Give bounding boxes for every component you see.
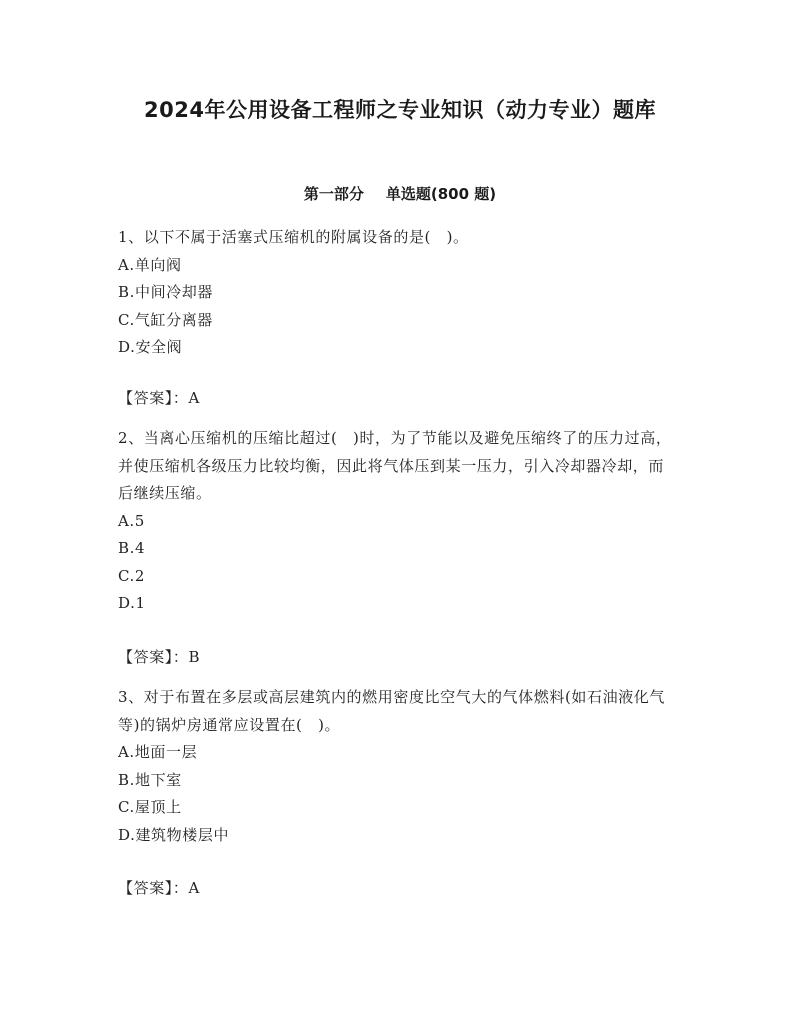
question-2: [118, 425, 678, 618]
answer-value: ：B: [172, 648, 201, 666]
option-b: B.地下室: [118, 770, 182, 789]
answer-label: 【答案】: [118, 648, 173, 666]
question-3: [118, 684, 678, 849]
document-title: 2024年公用设备工程师之专业知识（动力专业）题库: [144, 98, 656, 122]
answer-value: ：A: [172, 879, 200, 897]
question-stem: 1、以下不属于活塞式压缩机的附属设备的是( )。: [118, 228, 469, 246]
option-a: A.5: [118, 511, 145, 530]
answer-2: [118, 644, 678, 672]
section-heading: [0, 182, 800, 206]
answer-label: 【答案】: [118, 389, 173, 407]
section-part-label: 第一部分: [303, 185, 364, 203]
option-d: D.建筑物楼层中: [118, 825, 230, 844]
answer-label: 【答案】: [118, 879, 173, 897]
answer-1: [118, 385, 678, 413]
option-b: B.中间冷却器: [118, 283, 213, 301]
option-d: D.1: [118, 594, 146, 612]
option-a: A.地面一层: [118, 743, 198, 761]
question-stem: 3、对于布置在多层或高层建筑内的燃用密度比空气大的气体燃料(如石油液化气等)的锅炉房通常应设置在( )。: [118, 688, 665, 734]
answer-3: [118, 875, 678, 903]
option-c: C.屋顶上: [118, 798, 182, 816]
option-d: D.安全阀: [118, 338, 183, 356]
option-c: C.2: [118, 566, 146, 585]
option-c: C.气缸分离器: [118, 310, 213, 329]
question-stem: 2、当离心压缩机的压缩比超过( )时，为了节能以及避免压缩终了的压力过高，并使压缩机各级压力比较均衡，因此将气体压到某一压力，引入冷却器冷却，而后继续压缩。: [118, 429, 672, 502]
option-a: A.单向阀: [118, 255, 182, 274]
option-b: B.4: [118, 539, 146, 557]
answer-value: ：A: [172, 389, 200, 407]
question-1: [118, 224, 678, 362]
section-name-label: 单选题(800 题): [385, 185, 497, 203]
